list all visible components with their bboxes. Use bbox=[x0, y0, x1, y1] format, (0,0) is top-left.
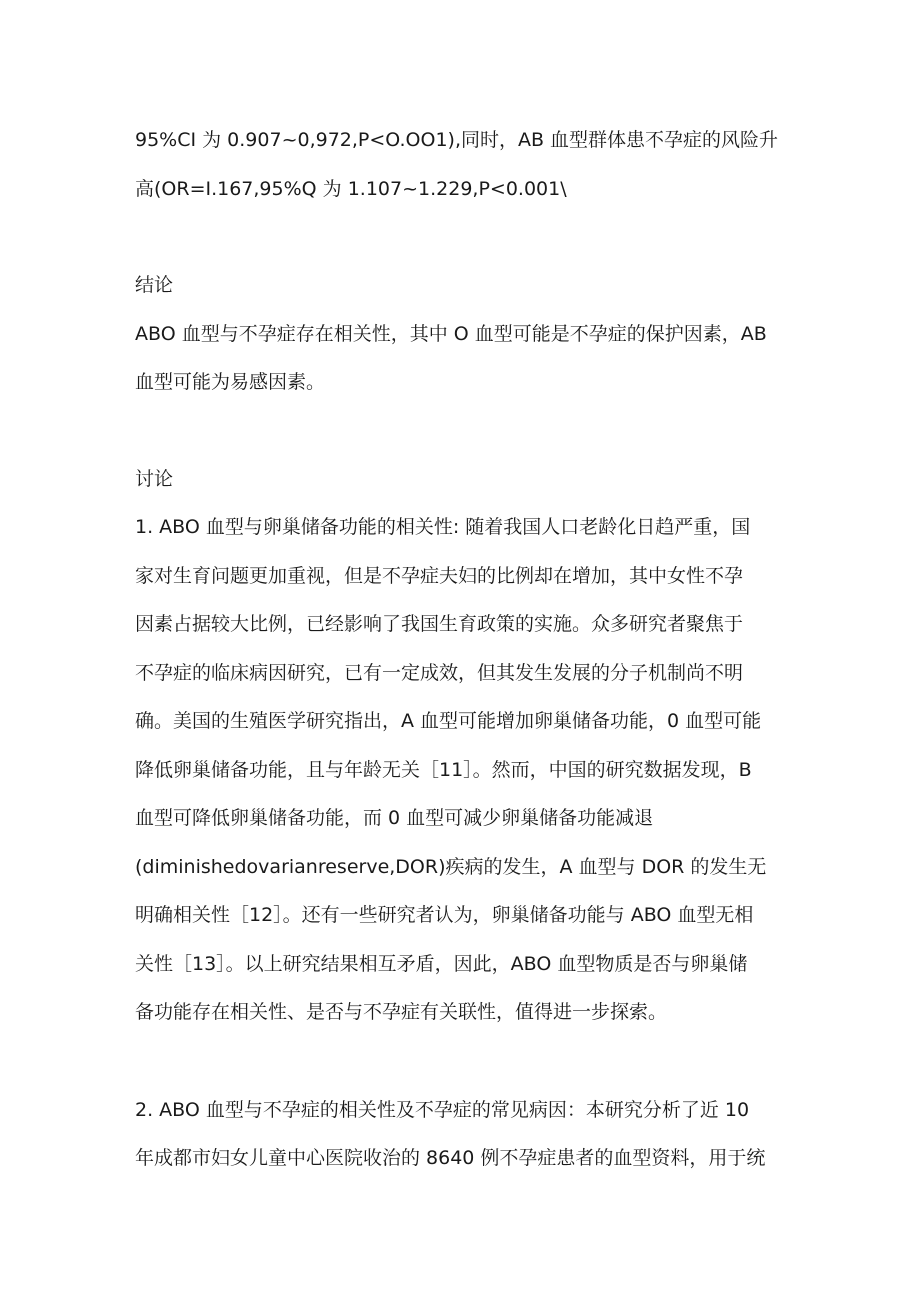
text-line: 血型可降低卵巢储备功能，而 0 血型可减少卵巢储备功能减退 bbox=[135, 807, 654, 829]
text-line: 95%CI 为 0.907~0,972,P<O.OO1),同时，AB 血型群体患不孕症的风险升 bbox=[135, 129, 779, 151]
text-line: 血型可能为易感因素。 bbox=[135, 371, 326, 393]
results-paragraph bbox=[135, 116, 795, 213]
text-line: 备功能存在相关性、是否与不孕症有关联性，值得进一步探索。 bbox=[135, 1001, 668, 1023]
text-line: 明确相关性［12］。还有一些研究者认为，卵巢储备功能与 ABO 血型无相 bbox=[135, 904, 754, 926]
text-line: 高(OR=I.167,95%Q 为 1.107~1.229,P<0.001\ bbox=[135, 177, 567, 200]
text-line: (diminishedovarianreserve,DOR)疾病的发生，A 血型与 DOR 的发生无 bbox=[135, 855, 767, 878]
text-line: 家对生育问题更加重视，但是不孕症夫妇的比例却在增加，其中女性不孕 bbox=[135, 564, 744, 587]
discussion-paragraph-2 bbox=[135, 1086, 795, 1183]
conclusion-heading: 结论 bbox=[135, 274, 174, 296]
discussion-paragraph-1 bbox=[135, 503, 795, 1037]
text-line: 2. ABO 血型与不孕症的相关性及不孕症的常见病因：本研究分析了近 10 bbox=[135, 1098, 750, 1121]
discussion-heading: 讨论 bbox=[135, 467, 174, 490]
text-line: 关性［13］。以上研究结果相互矛盾，因此，ABO 血型物质是否与卵巢储 bbox=[135, 952, 748, 975]
text-line: 不孕症的临床病因研究，已有一定成效，但其发生发展的分子机制尚不明 bbox=[135, 661, 744, 684]
text-line: 因素占据较大比例，已经影响了我国生育政策的实施。众多研究者聚焦于 bbox=[135, 613, 744, 635]
text-line: 降低卵巢储备功能，且与年龄无关［11］。然而，中国的研究数据发现，B bbox=[135, 758, 752, 781]
text-line: ABO 血型与不孕症存在相关性，其中 O 血型可能是不孕症的保护因素，AB bbox=[135, 322, 767, 345]
document-page bbox=[135, 116, 795, 1183]
text-line: 1. ABO 血型与卵巢储备功能的相关性: 随着我国人口老龄化日趋严重，国 bbox=[135, 516, 751, 538]
conclusion-paragraph bbox=[135, 310, 795, 407]
text-line: 确。美国的生殖医学研究指出，A 血型可能增加卵巢储备功能，0 血型可能 bbox=[135, 710, 762, 732]
text-line: 年成都市妇女儿童中心医院收治的 8640 例不孕症患者的血型资料，用于统 bbox=[135, 1147, 766, 1169]
